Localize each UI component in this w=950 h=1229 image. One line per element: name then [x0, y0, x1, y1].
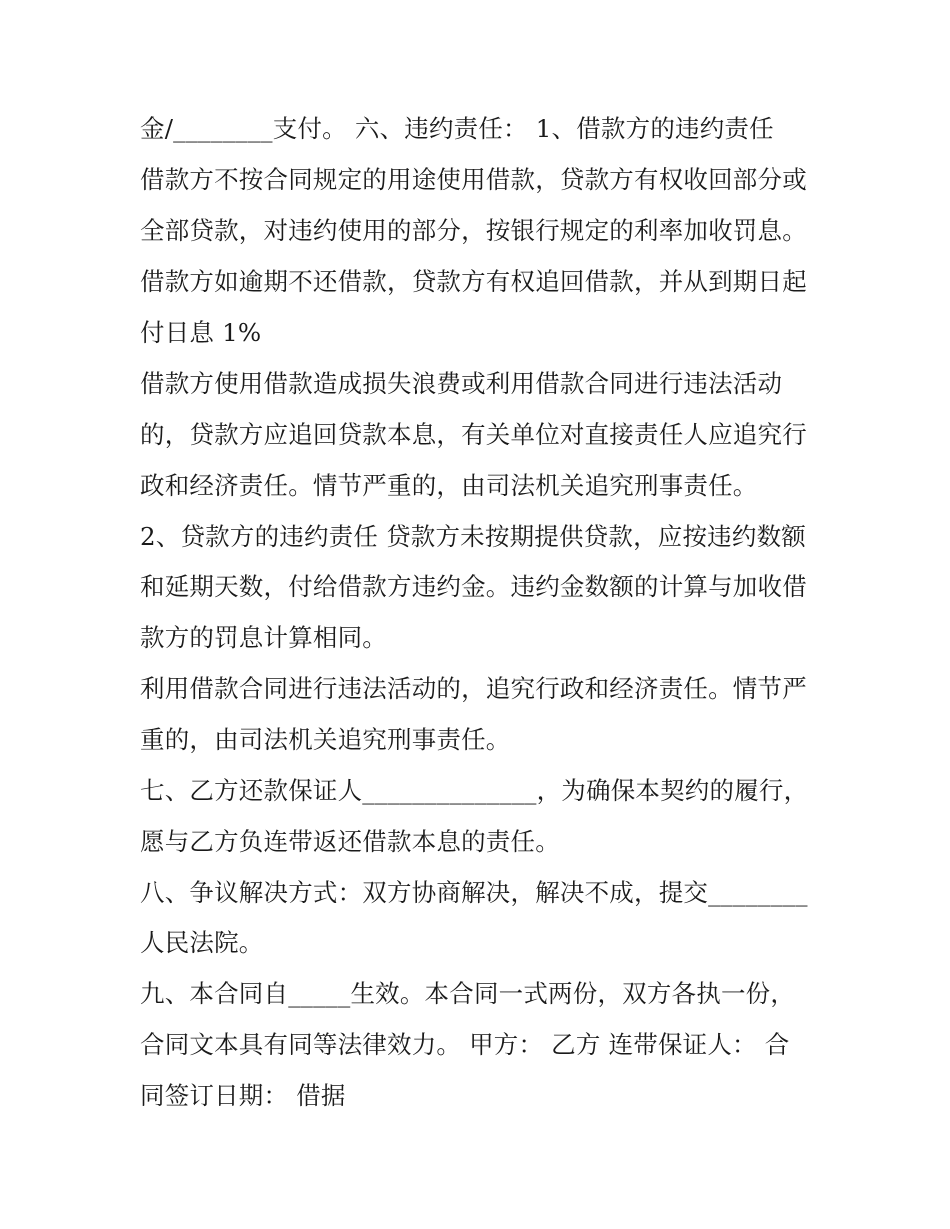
text-line: 政和经济责任。情节严重的，由司法机关追究刑事责任。: [140, 471, 758, 500]
text-line: 借款方如逾期不还借款，贷款方有权追回借款，并从到期日起: [140, 267, 807, 296]
text-line: 七、乙方还款保证人______________，为确保本契约的履行，: [140, 776, 809, 805]
text-line: 八、争议解决方式：双方协商解决，解决不成，提交________: [140, 878, 808, 907]
text-line: 九、本合同自_____生效。本合同一式两份，双方各执一份，: [140, 979, 796, 1008]
text-line: 重的，由司法机关追究刑事责任。: [140, 725, 511, 754]
text-line: 款方的罚息计算相同。: [140, 623, 387, 652]
text-line: 付日息 1%: [140, 318, 262, 347]
text-line: 人民法院。: [140, 928, 264, 957]
text-line: 和延期天数，付给借款方违约金。违约金数额的计算与加收借: [140, 572, 807, 601]
text-line: 全部贷款，对违约使用的部分，按银行规定的利率加收罚息。: [140, 216, 807, 245]
text-line: 2、贷款方的违约责任 贷款方未按期提供贷款，应按违约数额: [140, 522, 806, 551]
text-line: 合同文本具有同等法律效力。 甲方： 乙方 连带保证人： 合: [140, 1030, 790, 1059]
text-line: 金/________支付。 六、违约责任： 1、借款方的违约责任: [140, 114, 774, 143]
text-line: 借款方使用借款造成损失浪费或利用借款合同进行违法活动: [140, 369, 783, 398]
text-line: 愿与乙方负连带返还借款本息的责任。: [140, 827, 560, 856]
text-line: 同签订日期： 借据: [140, 1081, 346, 1110]
text-line: 借款方不按合同规定的用途使用借款，贷款方有权收回部分或: [140, 165, 807, 194]
text-line: 的，贷款方应追回贷款本息，有关单位对直接责任人应追究行: [140, 420, 807, 449]
text-line: 利用借款合同进行违法活动的，追究行政和经济责任。情节严: [140, 674, 807, 703]
